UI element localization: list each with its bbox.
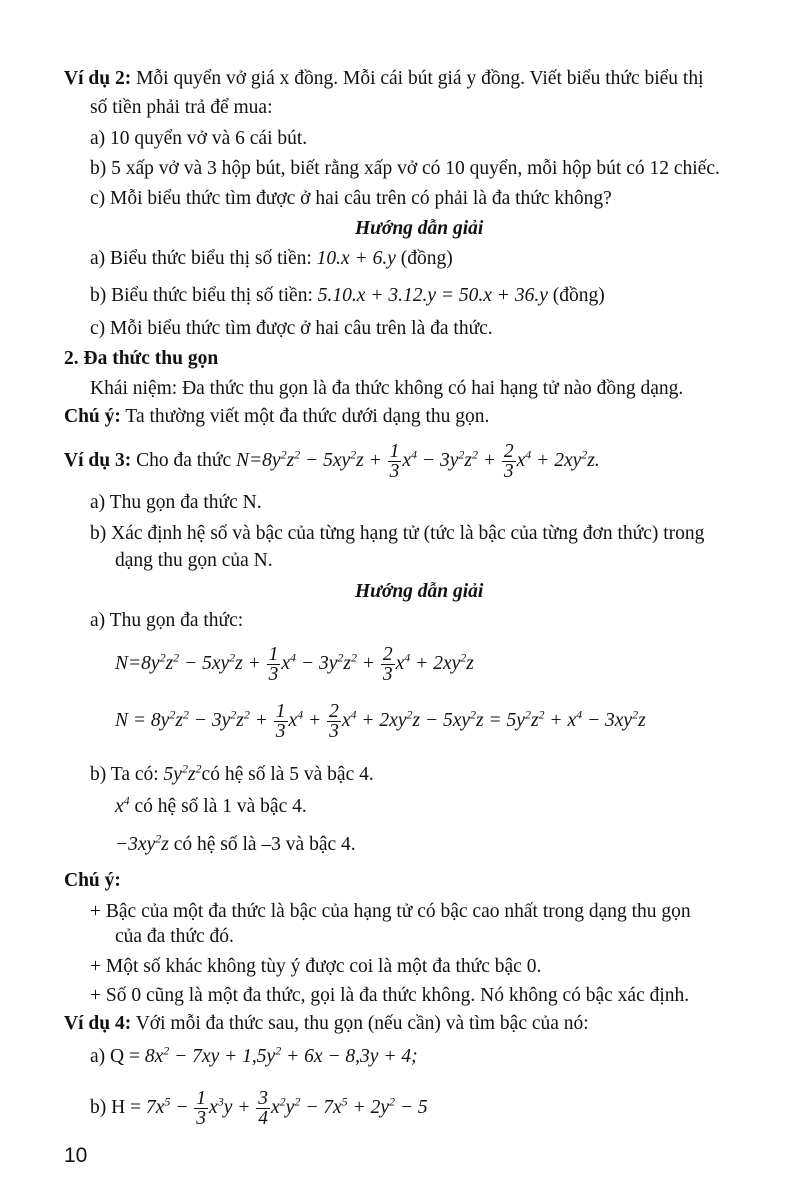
notes-label: Chú ý:	[64, 870, 121, 891]
example-2-solution-a: a) Biểu thức biểu thị số tiền: 10.x + 6.y (đồng)	[90, 248, 453, 269]
page-number: 10	[64, 1144, 88, 1167]
note-1-line-1: + Bậc của một đa thức là bậc của hạng tử có bậc cao nhất trong dạng thu gọn	[90, 901, 691, 922]
section-2-note: Chú ý: Ta thường viết một đa thức dưới dạng thu gọn.	[64, 406, 490, 427]
note-2: + Một số khác không tùy ý được coi là một đa thức bậc 0.	[90, 956, 542, 977]
example-3-part-b-line-2: dạng thu gọn của N.	[115, 550, 273, 571]
example-4-part-b: b) $H = 7x^5$ − $\frac{1}{3}$ $x^3y$ + $\frac{3}{4}$ $x^2y^2 - 7x^5 + 2y^2 - 5$	[90, 1088, 428, 1130]
polynomial-Q: $8x^2 - 7xy + 1,5y^2 + 6x - 8,3y + 4$;	[144, 1043, 418, 1067]
example-2-line-2: số tiền phải trả để mua:	[90, 97, 273, 118]
expression-a: 10.x + 6.y	[316, 248, 396, 269]
example-4-label: Ví dụ 4:	[64, 1013, 132, 1034]
polynomial-H: $7x^5$ − $\frac{1}{3}$ $x^3y$ + $\frac{3}{4}$ $x^2y^2 - 7x^5 + 2y^2 - 5$	[145, 1088, 428, 1130]
example-3-statement: Ví dụ 3: Cho đa thức $N=8y^2z^2 - 5xy^2z$ + $\frac{1}{3}$ $x^4 - 3y^2z^2$ + $\frac{2}{3}$ $x^4 + 2xy^2z$.	[64, 441, 600, 483]
example-3-part-b-line-1: b) Xác định hệ số và bậc của từng hạng tử (tức là bậc của từng đơn thức) trong	[90, 523, 705, 544]
polynomial-N: $N=8y^2z^2 - 5xy^2z$ + $\frac{1}{3}$ $x^4 - 3y^2z^2$ + $\frac{2}{3}$ $x^4 + 2xy^2z$.	[236, 441, 600, 483]
term-1: $5y^2z^2$	[163, 761, 202, 785]
example-2-line-1	[64, 67, 704, 91]
example-2-part-c: c) Mỗi biểu thức tìm được ở hai câu trên có phải là đa thức không?	[90, 188, 612, 209]
example-4-statement: Ví dụ 4: Với mỗi đa thức sau, thu gọn (nếu cần) và tìm bậc của nó:	[64, 1013, 589, 1034]
note-1-line-2: của đa thức đó.	[115, 926, 234, 947]
example-2-solution-c: c) Mỗi biểu thức tìm được ở hai câu trên là đa thức.	[90, 318, 493, 339]
example-2-solution-b: b) Biểu thức biểu thị số tiền: 5.10.x + 3.12.y = 50.x + 36.y (đồng)	[90, 285, 605, 306]
example-2-text: Mỗi quyển vở giá x đồng. Mỗi cái bút giá y đồng. Viết biểu thức biểu thị	[131, 68, 704, 89]
polynomial-N-simplified: $N = 8y^2z^2 - 3y^2z^2$ + $\frac{1}{3}$ $x^4$ + $\frac{2}{3}$ $x^4 + 2xy^2z - 5xy^2z = 5y^2z^2 + x^4 - 3xy^2z$	[115, 701, 646, 743]
example-3-label: Ví dụ 3:	[64, 450, 132, 471]
example-3-solution-a: a) Thu gọn đa thức:	[90, 610, 244, 631]
example-3-term-2: $x^4$ có hệ số là 1 và bậc 4.	[115, 793, 307, 817]
example-3-term-3: $-3xy^2z$ có hệ số là –3 và bậc 4.	[115, 831, 356, 855]
section-2-title: 2. Đa thức thu gọn	[64, 348, 219, 369]
note-3: + Số 0 cũng là một đa thức, gọi là đa thức không. Nó không có bậc xác định.	[90, 985, 690, 1006]
example-3-solution-heading: Hướng dẫn giải	[355, 581, 484, 602]
example-3-part-a: a) Thu gọn đa thức N.	[90, 492, 262, 513]
example-2-part-a: a) 10 quyển vở và 6 cái bút.	[90, 128, 308, 149]
polynomial-N-restated: $N=8y^2z^2 - 5xy^2z$ + $\frac{1}{3}$ $x^4 - 3y^2z^2$ + $\frac{2}{3}$ $x^4 + 2xy^2z$	[115, 644, 474, 686]
example-2-solution-heading: Hướng dẫn giải	[355, 218, 484, 239]
section-2-concept: Khái niệm: Đa thức thu gọn là đa thức không có hai hạng tử nào đồng dạng.	[90, 378, 684, 399]
example-4-part-a: a) $Q = 8x^2 - 7xy + 1,5y^2 + 6x - 8,3y + 4$;	[90, 1043, 418, 1067]
example-3-solution-b: b) Ta có: $5y^2z^2có$ hệ số là 5 và bậc 4.	[90, 761, 374, 785]
example-2-part-b: b) 5 xấp vở và 3 hộp bút, biết rằng xấp vở có 10 quyển, mỗi hộp bút có 12 chiếc.	[90, 158, 720, 179]
term-3: $-3xy^2z$	[115, 831, 169, 855]
expression-b: 5.10.x + 3.12.y = 50.x + 36.y	[317, 285, 548, 306]
example-2-label: Ví dụ 2:	[64, 68, 132, 89]
term-2: $x^4$	[115, 793, 130, 817]
